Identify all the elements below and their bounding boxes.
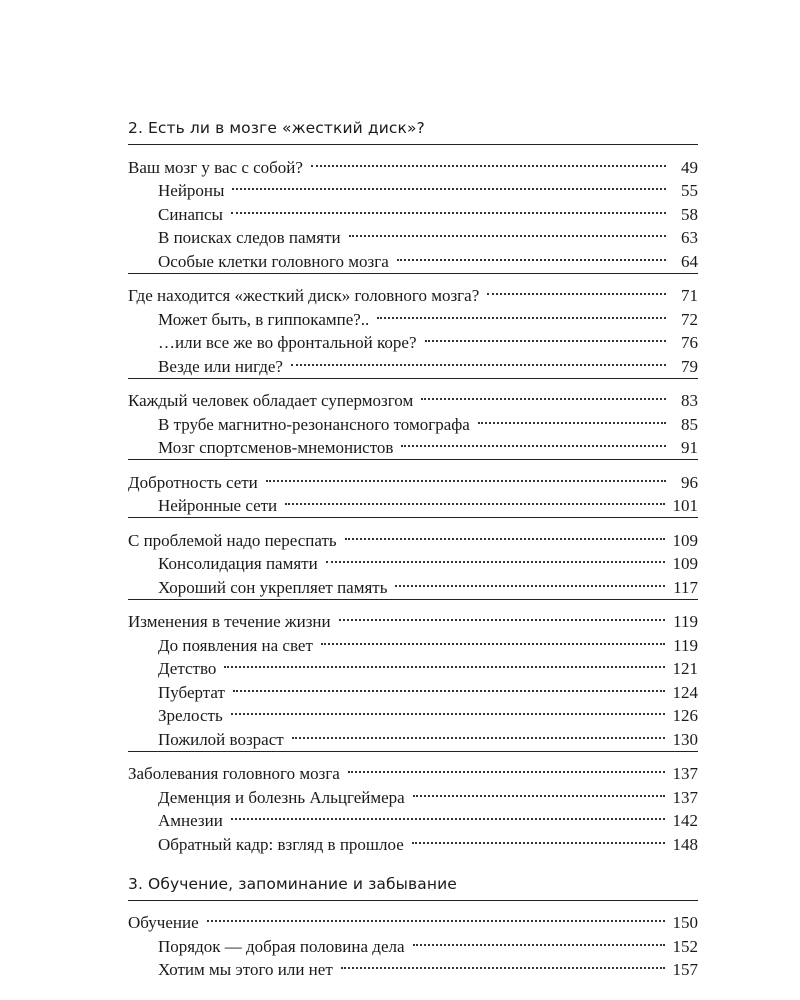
entry-page-number: 117 xyxy=(673,577,698,597)
entry-title: Везде или нигде? xyxy=(158,356,283,376)
chapter-heading: 2. Есть ли в мозге «жесткий диск»? xyxy=(128,119,425,137)
entry-page-number: 85 xyxy=(681,414,698,434)
dot-leader xyxy=(339,604,665,628)
entry-title: Амнезии xyxy=(158,811,223,830)
toc-section xyxy=(128,144,698,271)
dot-leader xyxy=(231,698,665,722)
entry-title: …или все же во фронтальной коре? xyxy=(158,333,417,352)
entry-title: Порядок — добрая половина дела xyxy=(158,936,405,956)
entry-title: Пожилой возраст xyxy=(158,729,284,749)
entry-page-number: 124 xyxy=(672,682,698,702)
entry-title: Где находится «жесткий диск» головного мозга? xyxy=(128,286,480,305)
entry-page-number: 76 xyxy=(681,333,698,352)
entry-title: Каждый человек обладает супермозгом xyxy=(128,391,414,410)
entry-page-number: 157 xyxy=(672,960,698,979)
dot-leader xyxy=(395,569,665,593)
entry-title: Хороший сон укрепляет память xyxy=(158,577,388,597)
entry-title: Нейроны xyxy=(158,181,225,200)
dot-leader xyxy=(232,173,666,197)
entry-title: Ваш мозг у вас с собой? xyxy=(128,157,303,177)
entry-page-number: 64 xyxy=(681,251,698,271)
dot-leader xyxy=(421,383,666,407)
dot-leader xyxy=(487,278,666,302)
toc-entry[interactable] xyxy=(128,756,698,783)
entry-title: Заболевания головного мозга xyxy=(128,764,340,783)
entry-page-number: 148 xyxy=(672,834,698,854)
entry-page-number: 150 xyxy=(672,913,698,932)
entry-title: До появления на свет xyxy=(158,635,313,655)
toc-entry[interactable] xyxy=(128,383,698,410)
entry-page-number: 72 xyxy=(681,309,698,329)
entry-title: Может быть, в гиппокампе?.. xyxy=(158,309,370,329)
toc-entry[interactable] xyxy=(128,278,698,305)
dot-leader xyxy=(345,522,665,546)
entry-title: С проблемой надо переспать xyxy=(128,530,337,550)
entry-page-number: 71 xyxy=(681,286,698,305)
entry-title: В трубе магнитно-резонансного томографа xyxy=(158,414,470,434)
dot-leader xyxy=(207,905,665,929)
toc-entry[interactable] xyxy=(128,464,698,492)
entry-page-number: 126 xyxy=(672,706,698,725)
toc-section xyxy=(128,900,698,979)
dot-leader xyxy=(231,803,665,827)
entry-title: Обучение xyxy=(128,913,199,932)
entry-title: Зрелость xyxy=(158,706,223,725)
entry-title: Пубертат xyxy=(158,682,225,702)
dot-leader xyxy=(292,721,665,745)
entry-title: Мозг спортсменов-мнемонистов xyxy=(158,438,394,457)
entry-title: Обратный кадр: взгляд в прошлое xyxy=(158,834,404,854)
entry-page-number: 101 xyxy=(672,496,698,515)
toc-entry[interactable] xyxy=(128,604,698,631)
entry-title: Синапсы xyxy=(158,204,223,224)
dot-leader xyxy=(348,756,665,780)
toc-section xyxy=(128,378,698,457)
entry-page-number: 142 xyxy=(672,811,698,830)
toc-section xyxy=(128,459,698,515)
entry-page-number: 152 xyxy=(672,936,698,956)
entry-page-number: 79 xyxy=(681,356,698,376)
entry-page-number: 55 xyxy=(681,181,698,200)
dot-leader xyxy=(224,651,664,675)
entry-page-number: 130 xyxy=(672,729,698,749)
entry-page-number: 91 xyxy=(681,438,698,457)
dot-leader xyxy=(425,325,667,349)
entry-page-number: 119 xyxy=(673,612,698,631)
toc-entry[interactable] xyxy=(128,522,698,550)
entry-title: Деменция и болезнь Альцгеймера xyxy=(158,787,405,807)
entry-page-number: 137 xyxy=(672,764,698,783)
dot-leader xyxy=(377,301,666,325)
entry-title: Консолидация памяти xyxy=(158,554,318,573)
chapter-spacer xyxy=(128,856,698,872)
dot-leader xyxy=(412,826,665,850)
dot-leader xyxy=(413,928,665,952)
entry-title: Добротность сети xyxy=(128,472,258,492)
entry-page-number: 109 xyxy=(672,530,698,550)
entry-page-number: 49 xyxy=(681,157,698,177)
dot-leader xyxy=(266,464,666,488)
entry-page-number: 109 xyxy=(672,554,698,573)
entry-page-number: 83 xyxy=(681,391,698,410)
dot-leader xyxy=(401,430,666,454)
entry-title: Изменения в течение жизни xyxy=(128,612,331,631)
toc-section xyxy=(128,273,698,376)
entry-page-number: 119 xyxy=(673,635,698,655)
toc-section xyxy=(128,517,698,597)
entry-page-number: 121 xyxy=(672,659,698,678)
dot-leader xyxy=(285,488,664,512)
dot-leader xyxy=(349,220,666,244)
entry-page-number: 137 xyxy=(672,787,698,807)
table-of-contents xyxy=(128,116,698,981)
entry-title: Хотим мы этого или нет xyxy=(158,960,333,979)
dot-leader xyxy=(291,348,666,372)
dot-leader xyxy=(397,243,666,267)
toc-section xyxy=(128,751,698,854)
toc-section xyxy=(128,599,698,749)
dot-leader xyxy=(413,779,665,803)
entry-title: Детство xyxy=(158,659,217,678)
entry-page-number: 58 xyxy=(681,204,698,224)
dot-leader xyxy=(311,149,666,173)
dot-leader xyxy=(341,952,665,976)
entry-title: Нейронные сети xyxy=(158,496,278,515)
entry-title: Особые клетки головного мозга xyxy=(158,251,389,271)
dot-leader xyxy=(478,406,666,430)
dot-leader xyxy=(326,546,665,570)
entry-page-number: 63 xyxy=(681,228,698,247)
toc-entry[interactable] xyxy=(128,149,698,177)
entry-page-number: 96 xyxy=(681,472,698,492)
toc-subentry[interactable] xyxy=(128,928,698,956)
toc-entry[interactable] xyxy=(128,905,698,932)
entry-title: В поисках следов памяти xyxy=(158,228,341,247)
dot-leader xyxy=(321,627,665,651)
dot-leader xyxy=(233,674,665,698)
dot-leader xyxy=(231,196,666,220)
chapter-heading: 3. Обучение, запоминание и забывание xyxy=(128,874,457,893)
